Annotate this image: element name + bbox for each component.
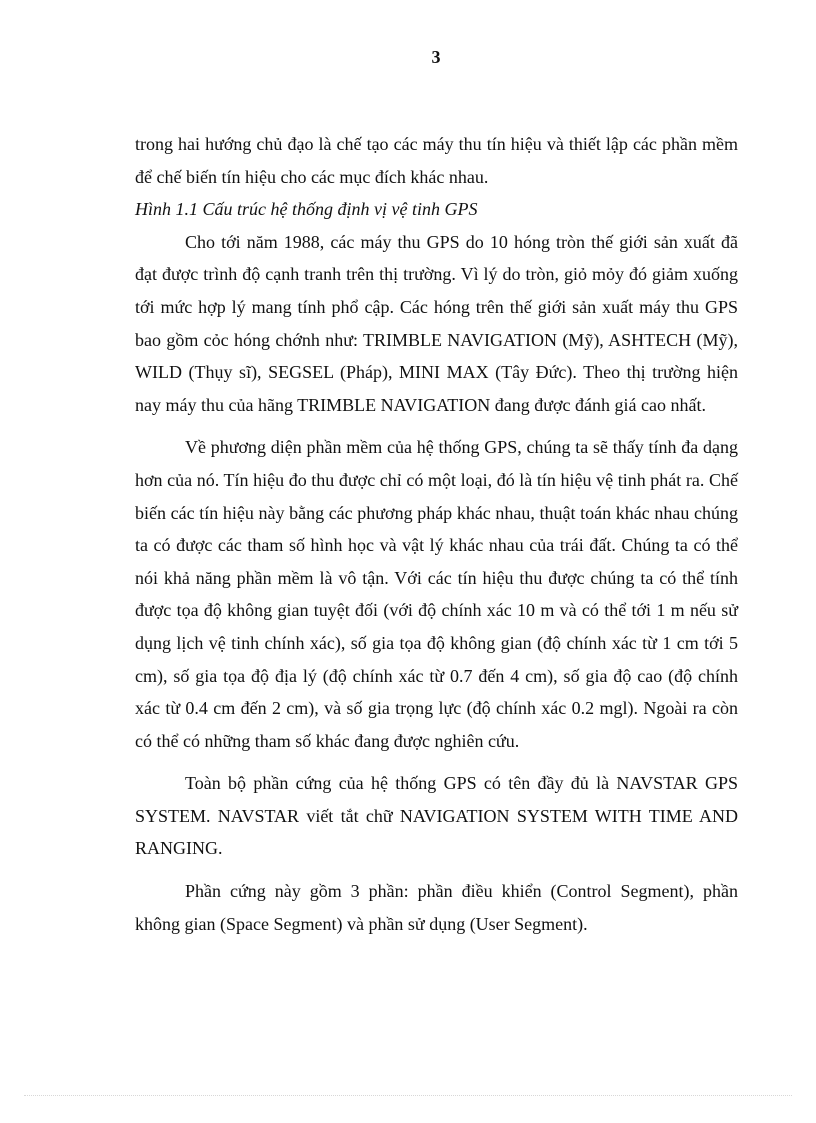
paragraph-segments: Phần cứng này gồm 3 phần: phần điều khiển (Control Segment), phần không gian (Space Segment) và phần sử dụng (User Segment).: [135, 881, 738, 934]
page-bottom-divider: [24, 1095, 792, 1096]
page-number: 3: [431, 47, 441, 67]
document-body: [135, 128, 738, 940]
paragraph-navstar: Toàn bộ phần cứng của hệ thống GPS có tên đầy đủ là NAVSTAR GPS SYSTEM. NAVSTAR viết tắt chữ NAVIGATION SYSTEM WITH TIME AND RANGING.: [135, 773, 738, 859]
paragraph-intro: trong hai hướng chủ đạo là chế tạo các máy thu tín hiệu và thiết lập các phần mềm để chế biến tín hiệu cho các mục đích khác nhau.: [135, 134, 738, 187]
paragraph-gps-receivers: Cho tới năm 1988, các máy thu GPS do 10 hóng tròn thế giới sản xuất đã đạt được trình độ cạnh tranh trên thị trường. Vì lý do tròn, giỏ mỏy đó giảm xuống tới mức hợp lý mang tính phổ cập. Các hóng trên thế giới sản xuất máy thu GPS bao gồm cỏc hóng chớnh như: TRIMBLE NAVIGATION (Mỹ), ASHTECH (Mỹ), WILD (Thụy sĩ), SEGSEL (Pháp), MINI MAX (Tây Đức). Theo thị trường hiện nay máy thu của hãng TRIMBLE NAVIGATION đang được đánh giá cao nhất.: [135, 231, 738, 415]
paragraph-gps-software: Về phương diện phần mềm của hệ thống GPS, chúng ta sẽ thấy tính đa dạng hơn của nó. Tín hiệu đo thu được chỉ có một loại, đó là tín hiệu vệ tinh phát ra. Chế biến các tín hiệu này bằng các phương pháp khác nhau, thuật toán khác nhau chúng ta có được các tham số hình học và vật lý khác nhau của trái đất. Chúng ta có thể nói khả năng phần mềm là vô tận. Với các tín hiệu thu được chúng ta có thể tính được tọa độ không gian tuyệt đối (với độ chính xác 10 m và có thể tới 1 m nếu sử dụng lịch vệ tinh chính xác), số gia tọa độ không gian (độ chính xác từ 1 cm tới 5 cm), số gia tọa độ địa lý (độ chính xác từ 0.7 đến 4 cm), số gia độ cao (độ chính xác từ 0.4 cm đến 2 cm), và số gia trọng lực (độ chính xác 0.2 mgl). Ngoài ra còn có thể có những tham số khác đang được nghiên cứu.: [135, 437, 738, 751]
figure-caption: Hình 1.1 Cấu trúc hệ thống định vị vệ tinh GPS: [135, 199, 478, 220]
